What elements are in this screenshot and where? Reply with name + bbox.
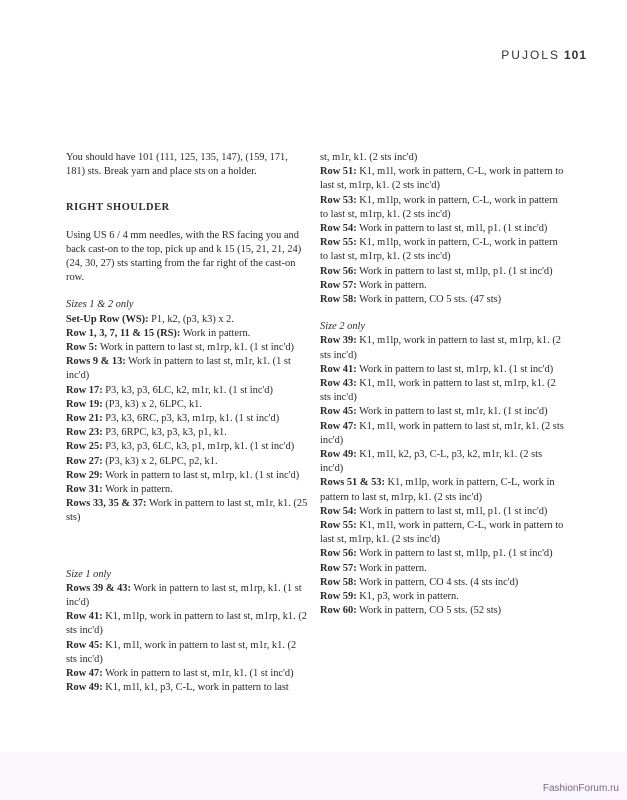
instruction-row	[320, 505, 564, 519]
row-text: Work in pattern to last st, m1r, k1. (1 st inc'd)	[102, 668, 294, 680]
instruction-row	[320, 334, 564, 362]
row-text: Work in pattern to last st, m1r, k1. (1 st inc'd)	[356, 406, 548, 418]
row-label: Rows 33, 35 & 37:	[66, 498, 147, 510]
row-label: Row 56:	[320, 548, 357, 560]
instruction-row	[320, 165, 564, 193]
row-text: Work in pattern to last st, m1rp, k1. (1 st inc'd)	[66, 582, 302, 609]
section-heading: RIGHT SHOULDER	[66, 202, 170, 214]
row-text: P3, k3, 6RC, p3, k3, m1rp, k1. (1 st inc'd)	[102, 413, 280, 425]
row-text: (P3, k3) x 2, 6LPC, k1.	[102, 398, 202, 410]
row-label: Row 51:	[320, 166, 357, 178]
row-text: K1, m1lp, work in pattern to last st, m1rp, k1. (2 sts inc'd)	[66, 611, 307, 637]
instruction-row	[320, 448, 564, 476]
instruction-row	[66, 426, 308, 440]
row-label: Row 49:	[320, 449, 357, 461]
size-1-subheading: Size 1 only	[66, 568, 112, 580]
instruction-row	[320, 590, 564, 604]
row-text: Work in pattern, CO 4 sts. (4 sts inc'd)	[356, 576, 519, 588]
watermark: FashionForum.ru	[542, 783, 619, 794]
intro-paragraph: You should have 101 (111, 125, 135, 147), (159, 171, 181) sts. Break yarn and place sts on a holder.	[66, 152, 288, 178]
row-label: Row 43:	[320, 378, 357, 390]
row-text: Work in pattern to last st, m1rp, k1. (1 st inc'd)	[356, 363, 554, 375]
row-label: Row 19:	[66, 398, 103, 410]
row-text: Work in pattern to last st, m1rp, k1. (1 st inc'd)	[102, 469, 300, 481]
row-text: K1, m1l, k2, p3, C-L, p3, k2, m1r, k1. (2 sts inc'd)	[320, 449, 543, 475]
row-text: K1, m1lp, work in pattern, C-L, work in pattern to last st, m1rp, k1. (2 sts inc'd)	[320, 477, 555, 503]
right-column	[320, 151, 564, 619]
row-label: Row 54:	[320, 505, 357, 517]
instruction-row	[66, 440, 308, 454]
row-label: Row 57:	[320, 562, 357, 574]
row-text: K1, m1l, work in pattern to last st, m1rp, k1. (2 sts inc'd)	[320, 378, 556, 404]
row-text: P3, k3, p3, 6LC, k3, p1, m1rp, k1. (1 st inc'd)	[102, 441, 295, 453]
row-label: Rows 51 & 53:	[320, 477, 385, 489]
instruction-row	[320, 293, 564, 307]
instruction-row	[320, 604, 564, 618]
instruction-row	[320, 279, 564, 293]
instruction-row	[66, 582, 308, 610]
instruction-row	[66, 483, 308, 497]
row-label: Row 58:	[320, 576, 357, 588]
row-label: Row 27:	[66, 455, 103, 467]
row-label: Row 54:	[320, 223, 357, 235]
row-label: Row 21:	[66, 413, 103, 425]
row-text: K1, p3, work in pattern.	[356, 591, 459, 603]
row-text: K1, m1lp, work in pattern, C-L, work in pattern to last st, m1rp, k1. (2 sts inc'd)	[320, 237, 558, 263]
instruction-row	[66, 681, 308, 695]
row-label: Row 55:	[320, 237, 357, 249]
row-text: Work in pattern, CO 5 sts. (47 sts)	[356, 294, 502, 306]
row-text: Work in pattern.	[102, 484, 173, 496]
row-text: Work in pattern to last st, m1r, k1. (1 st inc'd)	[66, 356, 291, 382]
row-label: Row 49:	[66, 682, 103, 694]
row-text: P3, k3, p3, 6LC, k2, m1r, k1. (1 st inc'd)	[102, 384, 273, 396]
instruction-row	[320, 476, 564, 504]
instruction-row	[320, 194, 564, 222]
page-number: 101	[563, 48, 587, 62]
row-text: K1, m1lp, work in pattern, C-L, work in pattern to last st, m1rp, k1. (2 sts inc'd)	[320, 194, 558, 220]
row-label: Row 1, 3, 7, 11 & 15 (RS):	[66, 327, 181, 339]
size-2-subheading: Size 2 only	[320, 321, 366, 333]
row-label: Row 45:	[320, 406, 357, 418]
row-label: Rows 9 & 13:	[66, 356, 126, 368]
instruction-row	[320, 236, 564, 264]
instruction-row	[66, 667, 308, 681]
row-text: K1, m1l, work in pattern to last st, m1r, k1. (2 sts inc'd)	[320, 420, 564, 446]
row-label: Row 23:	[66, 427, 103, 439]
row-label: Row 41:	[320, 363, 357, 375]
continued-text: st, m1r, k1. (2 sts inc'd)	[320, 152, 418, 163]
instruction-row	[320, 547, 564, 561]
left-column	[66, 151, 308, 696]
row-text: (P3, k3) x 2, 6LPC, p2, k1.	[102, 455, 218, 467]
row-label: Row 47:	[320, 420, 357, 432]
size-1-rows	[66, 582, 308, 696]
size-1-rows-continued	[320, 165, 564, 307]
row-text: Work in pattern to last st, m1rp, k1. (1 st inc'd)	[97, 342, 294, 354]
row-label: Row 59:	[320, 591, 357, 603]
row-label: Row 29:	[66, 469, 103, 481]
row-text: Work in pattern.	[180, 327, 251, 339]
row-text: Work in pattern.	[356, 562, 427, 574]
row-label: Row 53:	[320, 194, 357, 206]
instruction-row	[66, 398, 308, 412]
instruction-row	[66, 327, 308, 341]
instruction-row	[66, 384, 308, 398]
row-label: Set-Up Row (WS):	[66, 313, 149, 325]
row-label: Row 60:	[320, 605, 357, 617]
instruction-row	[320, 222, 564, 236]
instruction-row	[66, 469, 308, 483]
row-text: Work in pattern to last st, m1l, p1. (1 st inc'd)	[356, 223, 548, 235]
instruction-row	[66, 455, 308, 469]
instruction-row	[320, 420, 564, 448]
instruction-row	[320, 265, 564, 279]
sizes-1-2-subheading: Sizes 1 & 2 only	[66, 299, 134, 311]
header-label: PUJOLS	[501, 48, 560, 62]
instruction-row	[320, 363, 564, 377]
row-label: Row 58:	[320, 294, 357, 306]
instruction-row	[320, 519, 564, 547]
row-label: Row 55:	[320, 520, 357, 532]
row-text: Work in pattern to last st, m1lp, p1. (1 st inc'd)	[356, 548, 553, 560]
row-text: K1, m1l, k1, p3, C-L, work in pattern to last	[102, 682, 289, 694]
running-header	[501, 48, 587, 62]
row-label: Row 5:	[66, 342, 98, 354]
instruction-row	[66, 313, 308, 327]
row-label: Row 56:	[320, 265, 357, 277]
row-label: Row 17:	[66, 384, 103, 396]
instruction-row	[66, 412, 308, 426]
row-text: P3, 6RPC, k3, p3, k3, p1, k1.	[102, 427, 227, 439]
row-label: Row 31:	[66, 484, 103, 496]
row-text: K1, m1l, work in pattern, C-L, work in pattern to last st, m1rp, k1. (2 sts inc'd)	[320, 166, 564, 192]
instruction-row	[66, 639, 308, 667]
instruction-row	[66, 610, 308, 638]
row-label: Rows 39 & 43:	[66, 582, 131, 594]
row-label: Row 45:	[66, 639, 103, 651]
instruction-row	[320, 576, 564, 590]
row-text: K1, m1l, work in pattern, C-L, work in pattern to last st, m1rp, k1. (2 sts inc'd)	[320, 520, 564, 546]
instruction-row	[66, 355, 308, 383]
row-text: Work in pattern, CO 5 sts. (52 sts)	[356, 605, 502, 617]
instruction-row	[320, 562, 564, 576]
instruction-row	[320, 377, 564, 405]
row-text: P1, k2, (p3, k3) x 2.	[148, 313, 234, 325]
shoulder-paragraph: Using US 6 / 4 mm needles, with the RS facing you and back cast-on to the top, pick up and k 15 (15, 21, 21, 24) (24, 30, 27) sts starting from the far right of the cast-on row.	[66, 229, 302, 284]
row-text: K1, m1l, work in pattern to last st, m1r, k1. (2 sts inc'd)	[66, 639, 297, 665]
row-text: Work in pattern to last st, m1lp, p1. (1 st inc'd)	[356, 265, 553, 277]
row-label: Row 39:	[320, 335, 357, 347]
footer-band	[0, 752, 627, 800]
size-2-rows	[320, 334, 564, 618]
row-label: Row 41:	[66, 611, 103, 623]
row-text: Work in pattern.	[356, 279, 427, 291]
instruction-row	[320, 405, 564, 419]
instruction-row	[66, 497, 308, 525]
row-label: Row 25:	[66, 441, 103, 453]
row-text: K1, m1lp, work in pattern to last st, m1rp, k1. (2 sts inc'd)	[320, 335, 561, 361]
row-label: Row 47:	[66, 668, 103, 680]
sizes-1-2-rows	[66, 313, 308, 526]
instruction-row	[66, 341, 308, 355]
row-label: Row 57:	[320, 279, 357, 291]
row-text: Work in pattern to last st, m1r, k1. (25 sts)	[66, 498, 308, 524]
row-text: Work in pattern to last st, m1l, p1. (1 st inc'd)	[356, 505, 548, 517]
